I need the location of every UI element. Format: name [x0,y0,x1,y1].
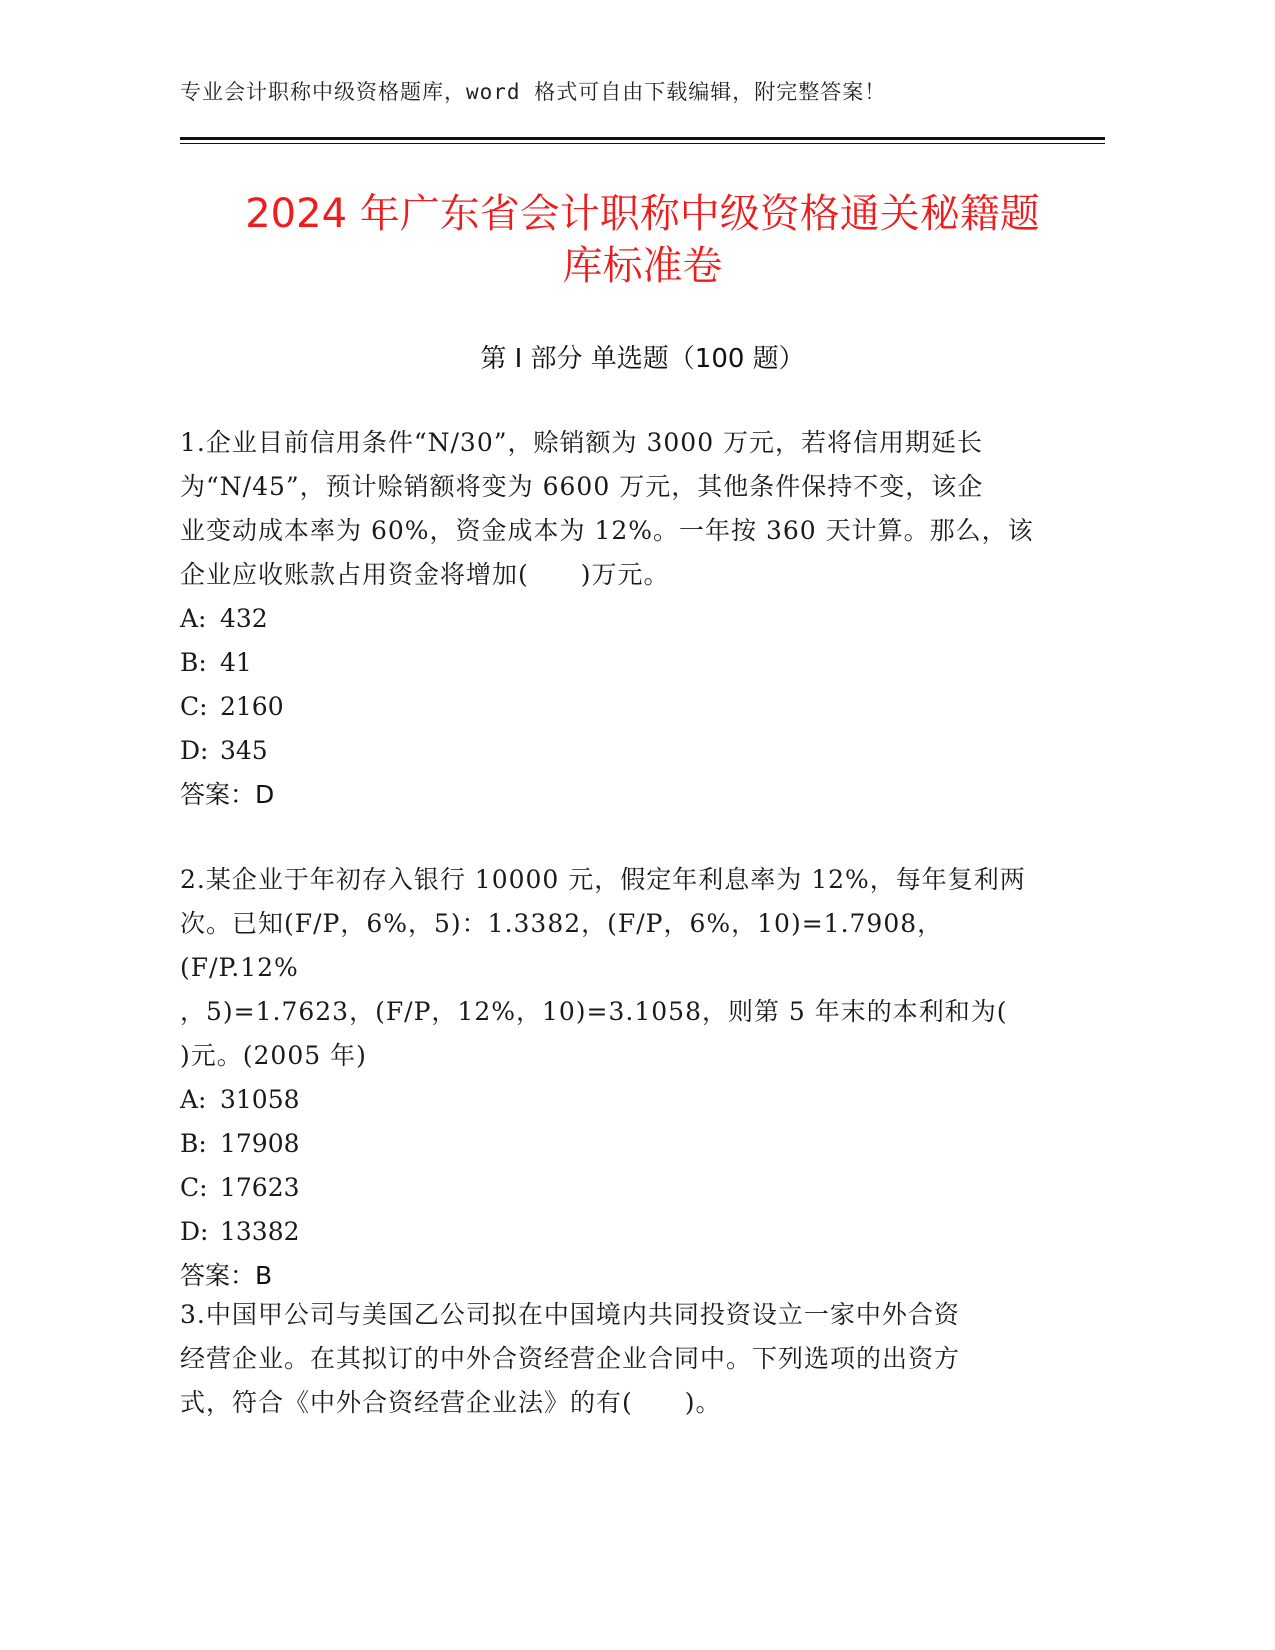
question-3-stem: 3.中国甲公司与美国乙公司拟在中国境内共同投资设立一家中外合资 经营企业。在其拟订的中外合资经营企业合同中。下列选项的出资方 式，符合《中外合资经营企业法》的有( )。 [180,1300,961,1417]
header-divider-thin [180,143,1105,144]
option-letter: C: [180,1173,208,1202]
question-2-option-c [180,1166,1040,1210]
question-1 [180,421,1040,817]
option-letter: C: [180,692,208,721]
option-text: 345 [220,736,268,765]
option-text: 41 [220,648,252,677]
option-letter: A: [180,1085,207,1114]
document-title-line-2: 库标准卷 [562,243,723,289]
question-2-answer: 答案：B [180,1261,273,1290]
document-title-line-1: 2024 年广东省会计职称中级资格通关秘籍题 [245,191,1040,237]
option-letter: D: [180,1217,209,1246]
question-1-option-a [180,597,1040,641]
option-text: 432 [220,604,268,633]
header-note: 专业会计职称中级资格题库，word 格式可自由下载编辑，附完整答案！ [180,80,887,104]
question-2 [180,858,1040,1298]
question-3 [180,1293,1040,1425]
option-letter: A: [180,604,207,633]
question-2-option-a [180,1078,1040,1122]
option-letter: D: [180,736,209,765]
question-1-answer: 答案：D [180,780,275,809]
option-text: 2160 [220,692,284,721]
question-2-option-d [180,1210,1040,1254]
option-text: 17908 [220,1129,300,1158]
option-letter: B: [180,1129,207,1158]
question-1-option-c [180,685,1040,729]
question-1-option-d [180,729,1040,773]
question-1-option-b [180,641,1040,685]
option-text: 13382 [220,1217,300,1246]
option-text: 17623 [220,1173,300,1202]
section-title: 第 I 部分 单选题（100 题） [480,344,805,374]
document-title [150,188,1135,292]
question-2-option-b [180,1122,1040,1166]
option-text: 31058 [220,1085,300,1114]
header-divider-thick [180,137,1105,140]
option-letter: B: [180,648,207,677]
question-2-stem: 2.某企业于年初存入银行 10000 元，假定年利息率为 12%，每年复利两 次。已知(F/P，6%，5)：1.3382，(F/P，6%，10)=1.7908，(F/P.12% ，5)=1.7623，(F/P，12%，10)=3.1058，则第 5 年末的本利和为( )元。(2005 年) [180,865,1026,1070]
question-1-stem: 1.企业目前信用条件“N/30”，赊销额为 3000 万元，若将信用期延长 为“N/45”，预计赊销额将变为 6600 万元，其他条件保持不变，该企 业变动成本率为 60%，资金成本为 12%。一年按 360 天计算。那么，该 企业应收账款占用资金将增加( )万元。 [180,428,1034,589]
